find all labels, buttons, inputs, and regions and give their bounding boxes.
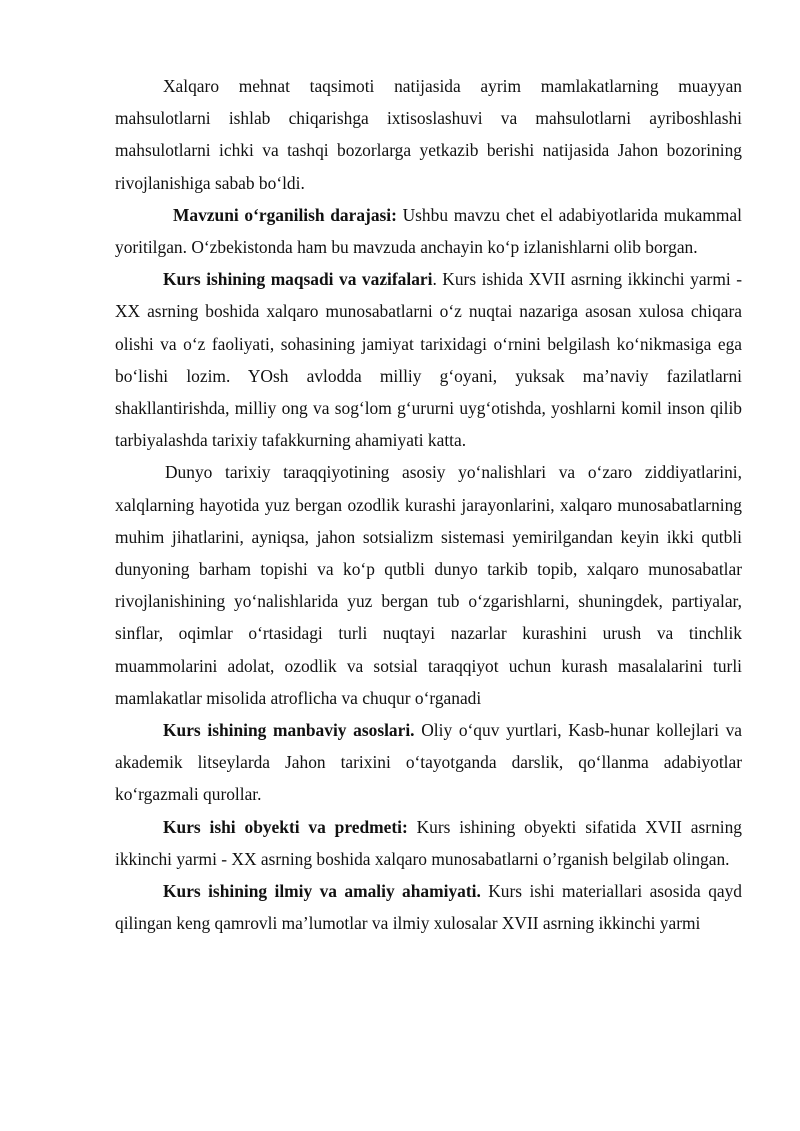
paragraph-lead: Mavzuni o‘rganilish darajasi: [173, 204, 397, 225]
paragraph-text: Ushbu mavzu chet el adabiyotlarida mukammal yoritilgan. O‘zbekistonda ham bu mavzuda anchayin ko‘p izlanishlarni olib borgan. [115, 204, 742, 258]
paragraph-text: Xalqaro mehnat taqsimoti natijasida ayrim mamlakatlarning muayyan mahsulotlarni ishlab chiqarishga ixtisoslashuvi va mahsulotlarni ayriboshlashi mahsulotlarni ichki va tashqi bozorlarga yetkazib berishi natijasida Jahon bozorining rivojlanishiga sabab bo‘ldi. [115, 76, 742, 193]
paragraph-text: . Kurs ishida XVII asrning ikkinchi yarmi - XX asrning boshida xalqaro munosabatlarni o‘z nuqtai nazariga asosan xulosa chiqara olishi va o‘z faoliyati, sohasining jamiyat tarixidagi o‘rnini belgilash ko‘nikmasiga ega bo‘lishi lozim. YOsh avlodda milliy g‘oyani, yuksak ma’naviy fazilatlarni shakllantirishda, milliy ong va sog‘lom g‘ururni uyg‘otishda, yoshlarni komil inson qilib tarbiyalashda tarixiy tafakkurning ahamiyati katta. [115, 269, 742, 451]
paragraph-text: Kurs ishi materiallari asosida qayd qilingan keng qamrovli ma’lumotlar va ilmiy xulosalar XVII asrning ikkinchi yarmi [115, 881, 742, 934]
paragraph-intro [115, 70, 742, 199]
paragraph-sources [115, 714, 742, 811]
paragraph-object-subject [115, 811, 742, 875]
paragraph-significance [115, 875, 742, 939]
paragraph-lead: Kurs ishining manbaviy asoslari. [163, 720, 415, 741]
paragraph-text: Kurs ishining obyekti sifatida XVII asrning ikkinchi yarmi - XX asrning boshida xalqaro munosabatlarni o’rganish belgilab olingan. [115, 816, 742, 869]
document-body [115, 70, 742, 939]
paragraph-lead: Kurs ishining maqsadi va vazifalari [163, 269, 433, 290]
paragraph-goals [115, 263, 742, 456]
paragraph-lead: Kurs ishi obyekti va predmeti: [163, 816, 408, 837]
paragraph-world-history [115, 456, 742, 714]
paragraph-study-level [115, 199, 742, 263]
paragraph-text: Dunyo tarixiy taraqqiyotining asosiy yo‘nalishlari va o‘zaro ziddiyatlarini, xalqlarning hayotida yuz bergan ozodlik kurashi jarayonlarini, xalqaro munosabatlarning muhim jihatlarini, ayniqsa, jahon sotsializm sistemasi yemirilgandan keyin ikki qutbli dunyoning barham topishi va ko‘p qutbli dunyo tarkib topib, xalqaro munosabatlar rivojlanishining yo‘nalishlarida yuz bergan tub o‘zgarishlarni, shuningdek, partiyalar, sinflar, oqimlar o‘rtasidagi turli nuqtayi nazarlar kurashini urush va tinchlik muammolarini adolat, ozodlik va sotsial taraqqiyot uchun kurash masalalarini turli mamlakatlar misolida atroflicha va chuqur o‘rganadi [115, 462, 742, 708]
paragraph-lead: Kurs ishining ilmiy va amaliy ahamiyati. [163, 881, 481, 902]
paragraph-text: Oliy o‘quv yurtlari, Kasb-hunar kollejlari va akademik litseylarda Jahon tarixini o‘tayotganda darslik, qo‘llanma adabiyotlar ko‘rgazmali qurollar. [115, 720, 743, 805]
